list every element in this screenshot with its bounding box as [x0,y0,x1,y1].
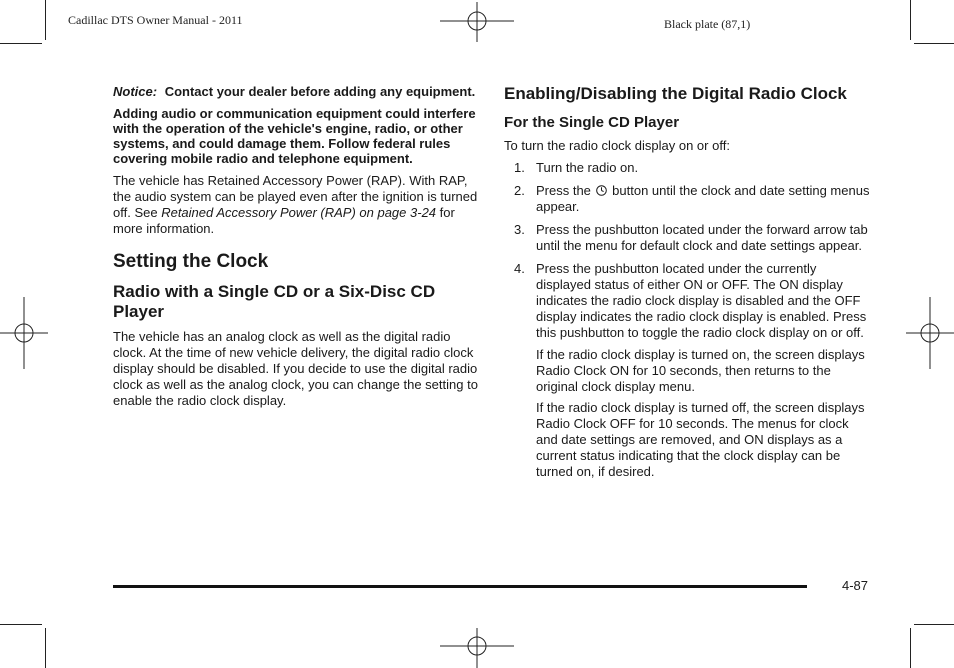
subsection-body: The vehicle has an analog clock as well as the digital radio clock. At the time of new vehicle delivery, the digital radio clock display should be disabled. If you decide to use the digital radio clock as well as the analog clock, you can change the setting to enable the radio clock display. [113,329,478,408]
registration-mark-right-icon [906,297,954,369]
crop-mark [910,628,911,668]
crop-mark [0,624,42,625]
crop-mark [0,43,42,44]
section-title: Setting the Clock [113,251,269,272]
registration-mark-bottom-icon [440,628,514,668]
step-text: Turn the radio on. [536,160,639,175]
page-number: 4-87 [842,578,869,593]
rap-paragraph [113,173,481,237]
list-item [504,222,870,254]
clock-on-paragraph: If the radio clock display is turned on, the screen displays Radio Clock ON for 10 seconds, then returns to the original clock display menu. [536,347,865,394]
rap-text-end: for more information. [113,205,455,236]
step-text: Press the pushbutton located under the forward arrow tab until the menu for default clock and date settings appear. [536,222,868,253]
notice-text: Contact your dealer before adding any equipment. [164,84,476,99]
step-number: 1. [514,160,525,175]
crop-mark [45,0,46,40]
clock-off-paragraph: If the radio clock display is turned off, the screen displays Radio Clock OFF for 10 seconds. The menus for clock and date settings are removed, and ON displays as a current status indicating that the clock display can be turned on, if desired. [536,400,865,479]
list-item [504,261,870,341]
crop-mark [914,624,954,625]
crop-mark [910,0,911,40]
rap-text: The vehicle has Retained Accessory Power (RAP). With RAP, the audio system can be played even after the ignition is turned off. See [113,173,478,220]
clock-icon [596,185,607,196]
step-text: Press the [536,183,591,198]
header-manual-title: Cadillac DTS Owner Manual - 2011 [68,13,243,27]
steps-intro: To turn the radio clock display on or off: [504,138,730,153]
header-plate-label: Black plate (87,1) [664,17,751,31]
list-item [504,160,870,176]
step-number: 4. [514,261,525,276]
warning-paragraph: Adding audio or communication equipment could interfere with the operation of the vehicle's engine, radio, or other systems, and could damage them. Follow federal rules covering mobile radio and telephone equipment. [113,106,476,166]
steps-list [504,160,870,341]
crop-mark [914,43,954,44]
right-section-title: Enabling/Disabling the Digital Radio Clock [504,84,847,103]
subsection-title: Radio with a Single CD or a Six-Disc CD Player [113,282,436,321]
step-number: 2. [514,183,525,198]
step-text: button until the clock and date setting menus appear. [536,183,870,214]
notice-paragraph [113,84,481,99]
step-text: Press the pushbutton located under the currently displayed status of either ON or OFF. The ON display indicates the radio clock display is disabled and the OFF display indicates the radio clock display is enabled. Press this pushbutton to toggle the radio clock display on or off. [536,261,867,340]
right-column [504,84,870,485]
rap-cross-reference: Retained Accessory Power (RAP) on page 3‑24 [161,205,437,220]
notice-label: Notice: [113,84,158,99]
step-number: 3. [514,222,525,237]
right-subtitle: For the Single CD Player [504,114,680,131]
crop-mark [45,628,46,668]
list-item [504,183,870,215]
registration-mark-top-icon [440,2,514,42]
left-column [113,84,481,416]
footer-rule [113,585,807,588]
registration-mark-left-icon [0,297,48,369]
